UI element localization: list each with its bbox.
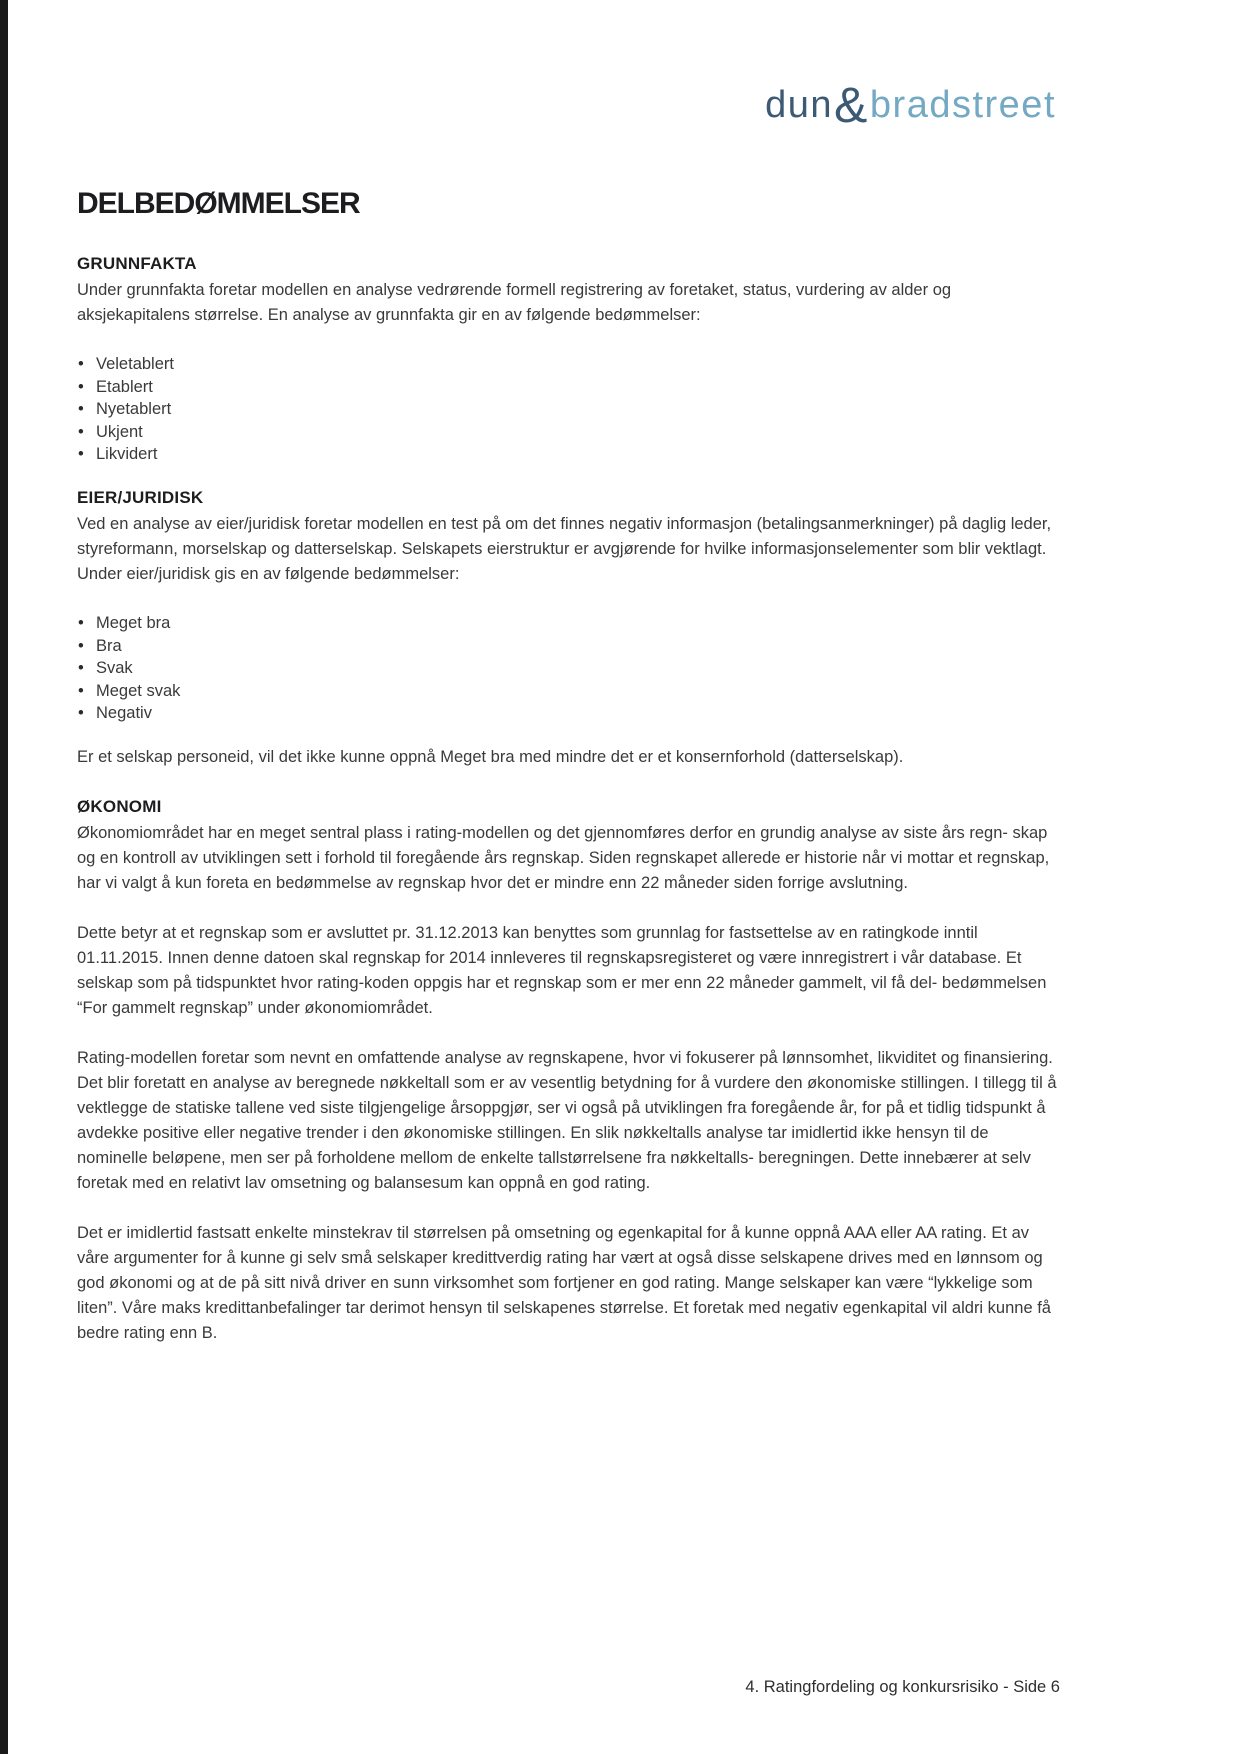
dun-bradstreet-logo [765, 76, 1056, 134]
list-item: • Likvidert [77, 443, 1062, 466]
eier-juridisk-rating-list [77, 612, 1062, 725]
okonomi-paragraph: Rating-modellen foretar som nevnt en omfattende analyse av regnskapene, hvor vi fokuserer på lønnsomhet, likviditet og finansiering. Det blir foretatt en analyse av beregnede nøkkeltall som er av vesentlig betydning for å vurdere den økonomiske stillingen. I tillegg til å vektlegge de statiske tallene ved siste tilgjengelige årsoppgjør, ser vi også på utviklingen fra foregående år, for på et tidlig tidspunkt å avdekke positive eller negative trender i den økonomiske stillingen. En slik nøkkeltalls analyse tar imidlertid ikke hensyn til de nominelle beløpene, men ser på forholdene mellom de enkelte tallstørrelsene fra nøkkeltalls- beregningen. Dette innebærer at selv foretak med en relativt lav omsetning og balansesum kan oppnå en god rating. [77, 1048, 1057, 1192]
grunnfakta-intro: Under grunnfakta foretar modellen en analyse vedrørende formell registrering av foretaket, status, vurdering av alder og aksjekapitalens størrelse. En analyse av grunnfakta gir en av følgende bedømmelser: [77, 281, 952, 324]
eier-juridisk-note: Er et selskap personeid, vil det ikke kunne oppnå Meget bra med mindre det er et konsernforhold (datterselskap). [77, 747, 904, 766]
section-okonomi [77, 795, 1062, 1346]
grunnfakta-rating-list [77, 353, 1062, 466]
list-item: • Svak [77, 657, 1062, 680]
list-item: • Meget bra [77, 612, 1062, 635]
page-title: DELBEDØMMELSER [77, 187, 360, 220]
okonomi-paragraph: Dette betyr at et regnskap som er avsluttet pr. 31.12.2013 kan benyttes som grunnlag for fastsettelse av en ratingkode inntil 01.11.2015. Innen denne datoen skal regnskap for 2014 innleveres til regnskapsregisteret og være innregistrert i vår database. Et selskap som på tidspunktet hvor rating-koden oppgis har et regnskap som er mer enn 22 måneder gammelt, vil få del- bedømmelsen “For gammelt regnskap” under økonomiområdet. [77, 923, 1047, 1017]
eier-juridisk-intro: Ved en analyse av eier/juridisk foretar modellen en test på om det finnes negativ informasjon (betalingsanmerkninger) på daglig leder, styreformann, morselskap og datterselskap. Selskapets eierstruktur er avgjørende for hvilke informasjonselementer som blir vektlagt. Under eier/juridisk gis en av følgende bedømmelser: [77, 514, 1052, 583]
eier-juridisk-heading: EIER/JURIDISK [77, 487, 204, 507]
document-content [77, 188, 1062, 1371]
okonomi-paragraph: Økonomiområdet har en meget sentral plass i rating-modellen og det gjennomføres derfor en grundig analyse av siste års regn- skap og en kontroll av utviklingen sett i forhold til foregående års regnskap. Siden regnskapet allerede er historie når vi mottar et regnskap, har vi valgt å kun foreta en bedømmelse av regnskap hvor det er mindre enn 22 måneder siden forrige avslutning. [77, 823, 1050, 892]
list-item: • Ukjent [77, 421, 1062, 444]
logo-text-bradstreet: bradstreet [869, 84, 1056, 126]
list-item: • Meget svak [77, 680, 1062, 703]
list-item: • Etablert [77, 376, 1062, 399]
okonomi-paragraph: Det er imidlertid fastsatt enkelte minstekrav til størrelsen på omsetning og egenkapital for å kunne oppnå AAA eller AA rating. Et av våre argumenter for å kunne gi selv små selskaper kredittverdig rating har vært at også disse selskapene drives med en lønnsom og god økonomi og at de på sitt nivå driver en sunn virksomhet som fortjener en god rating. Mange selskaper kan være “lykkelige som liten”. Våre maks kredittanbefalinger tar derimot hensyn til selskapenes størrelse. Et foretak med negativ egenkapital vil aldri kunne få bedre rating enn B. [77, 1223, 1051, 1342]
section-eier-juridisk [77, 486, 1062, 770]
section-grunnfakta [77, 252, 1062, 466]
okonomi-heading: ØKONOMI [77, 796, 162, 816]
logo-text-dun: dun [765, 84, 834, 126]
list-item: • Negativ [77, 702, 1062, 725]
list-item: • Nyetablert [77, 398, 1062, 421]
grunnfakta-heading: GRUNNFAKTA [77, 254, 197, 273]
page-footer: 4. Ratingfordeling og konkursrisiko - Side 6 [745, 1678, 1060, 1696]
scan-edge-strip [0, 0, 8, 1754]
list-item: • Veletablert [77, 353, 1062, 376]
list-item: • Bra [77, 635, 1062, 658]
logo-ampersand-icon: & [834, 77, 869, 133]
